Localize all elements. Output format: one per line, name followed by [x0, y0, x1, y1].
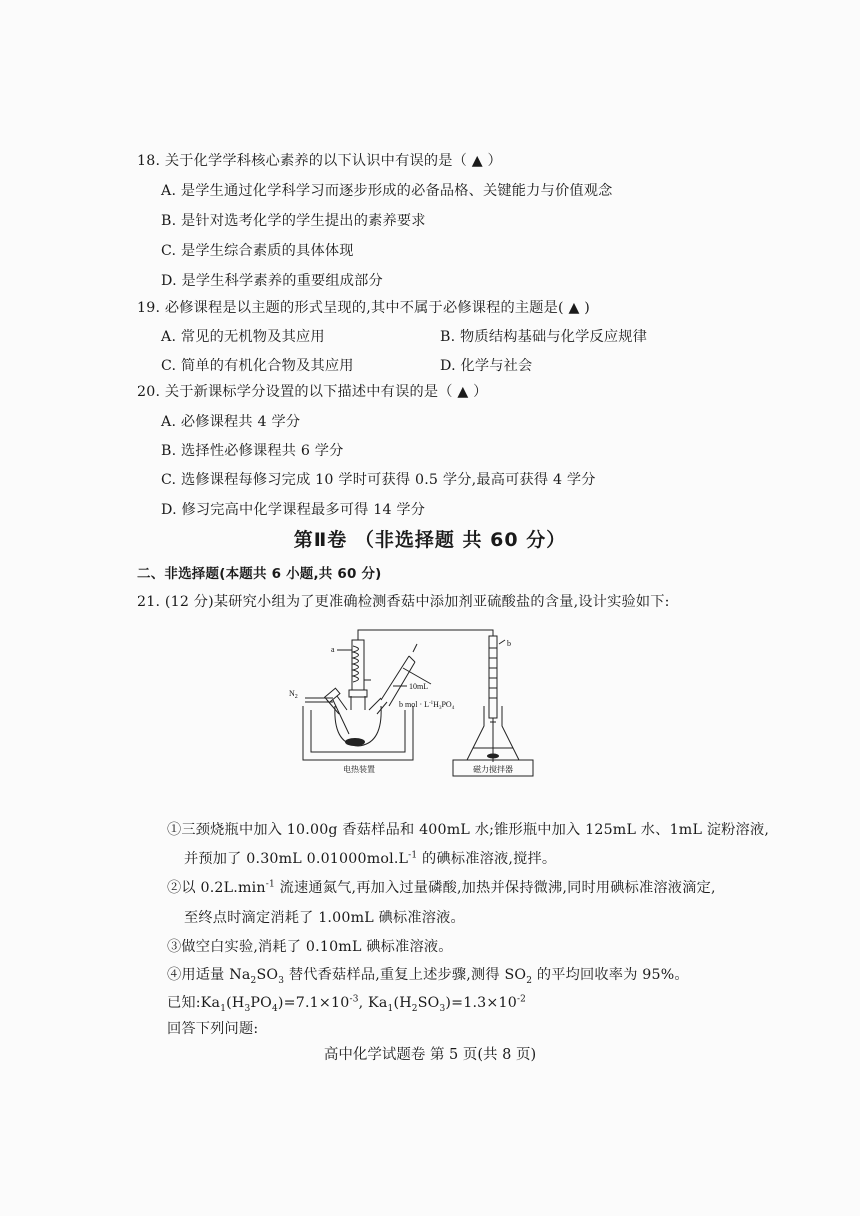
q20-option-d: D. 修习完高中化学课程最多可得 14 学分 — [161, 502, 426, 518]
q20-option-a: A. 必修课程共 4 学分 — [161, 414, 301, 430]
label-b: b — [507, 639, 511, 648]
label-10ml: 10mL — [409, 682, 429, 691]
label-n2: $N_2$ — [289, 689, 298, 700]
q19-option-c: C. 简单的有机化合物及其应用 — [161, 358, 354, 374]
question-19-stem: 19. 必修课程是以主题的形式呈现的,其中不属于必修课程的主题是( ▲ ) — [137, 300, 591, 316]
step-1-line-1: ①三颈烧瓶中加入 10.00g 香菇样品和 400mL 水;锥形瓶中加入 125mL 水、1mL 淀粉溶液, — [167, 822, 770, 838]
step-2-line-1: ②以 $0.2L.\min^{-1}$ 流速通氮气,再加入过量磷酸,加热并保持微沸,同时用碘标准溶液滴定, — [167, 879, 716, 896]
section-title: 第Ⅱ卷 （非选择题 共 60 分） — [293, 529, 567, 551]
label-stirrer: 磁力搅拌器 — [473, 765, 513, 774]
part-title: 二、非选择题(本题共 6 小题,共 60 分) — [137, 566, 382, 582]
question-21-stem: 21. (12 分)某研究小组为了更准确检测香菇中添加剂亚硫酸盐的含量,设计实验如下: — [137, 594, 670, 610]
q18-option-b: B. 是针对选考化学的学生提出的素养要求 — [161, 213, 426, 229]
step-1-line-2: 并预加了 0.30mL $0.01000mol.L^{-1}$ 的碘标准溶液,搅拌。 — [184, 850, 557, 867]
q18-option-a: A. 是学生通过化学科学习而逐步形成的必备品格、关键能力与价值观念 — [161, 183, 613, 199]
step-3: ③做空白实验,消耗了 0.10mL 碘标准溶液。 — [167, 939, 453, 955]
q19-option-a: A. 常见的无机物及其应用 — [161, 329, 325, 345]
label-a: a — [331, 645, 335, 654]
q20-option-b: B. 选择性必修课程共 6 学分 — [161, 443, 344, 459]
step-4: ④用适量 $Na_2SO_3$ 替代香菇样品,重复上述步骤,测得 $SO_2$ 的平均回收率为 95%。 — [167, 967, 689, 986]
apparatus-diagram — [281, 618, 551, 781]
answer-prompt: 回答下列问题: — [167, 1021, 259, 1037]
label-acid: b mol · $L^{-1}H_3PO_4$ — [399, 700, 455, 711]
q18-option-c: C. 是学生综合素质的具体体现 — [161, 243, 354, 259]
step-2-line-2: 至终点时滴定消耗了 1.00mL 碘标准溶液。 — [184, 910, 465, 926]
q19-option-b: B. 物质结构基础与化学反应规律 — [440, 329, 648, 345]
q20-option-c: C. 选修课程每修习完成 10 学时可获得 0.5 学分,最高可获得 4 学分 — [161, 472, 596, 488]
label-heater: 电热装置 — [343, 765, 375, 774]
question-18-stem: 18. 关于化学学科核心素养的以下认识中有误的是（ ▲ ） — [137, 153, 502, 169]
q18-option-d: D. 是学生科学素养的重要组成部分 — [161, 273, 383, 289]
q19-option-d: D. 化学与社会 — [440, 358, 533, 374]
question-20-stem: 20. 关于新课标学分设置的以下描述中有误的是（ ▲ ） — [137, 384, 488, 400]
known-constants: 已知$:Ka_1(H_3PO_4)=7.1\times 10^{-3}$, $Ka_1(H_2SO_3)=1.3\times 10^{-2}$ — [167, 994, 527, 1014]
page-footer: 高中化学试题卷 第 5 页(共 8 页) — [323, 1047, 537, 1063]
